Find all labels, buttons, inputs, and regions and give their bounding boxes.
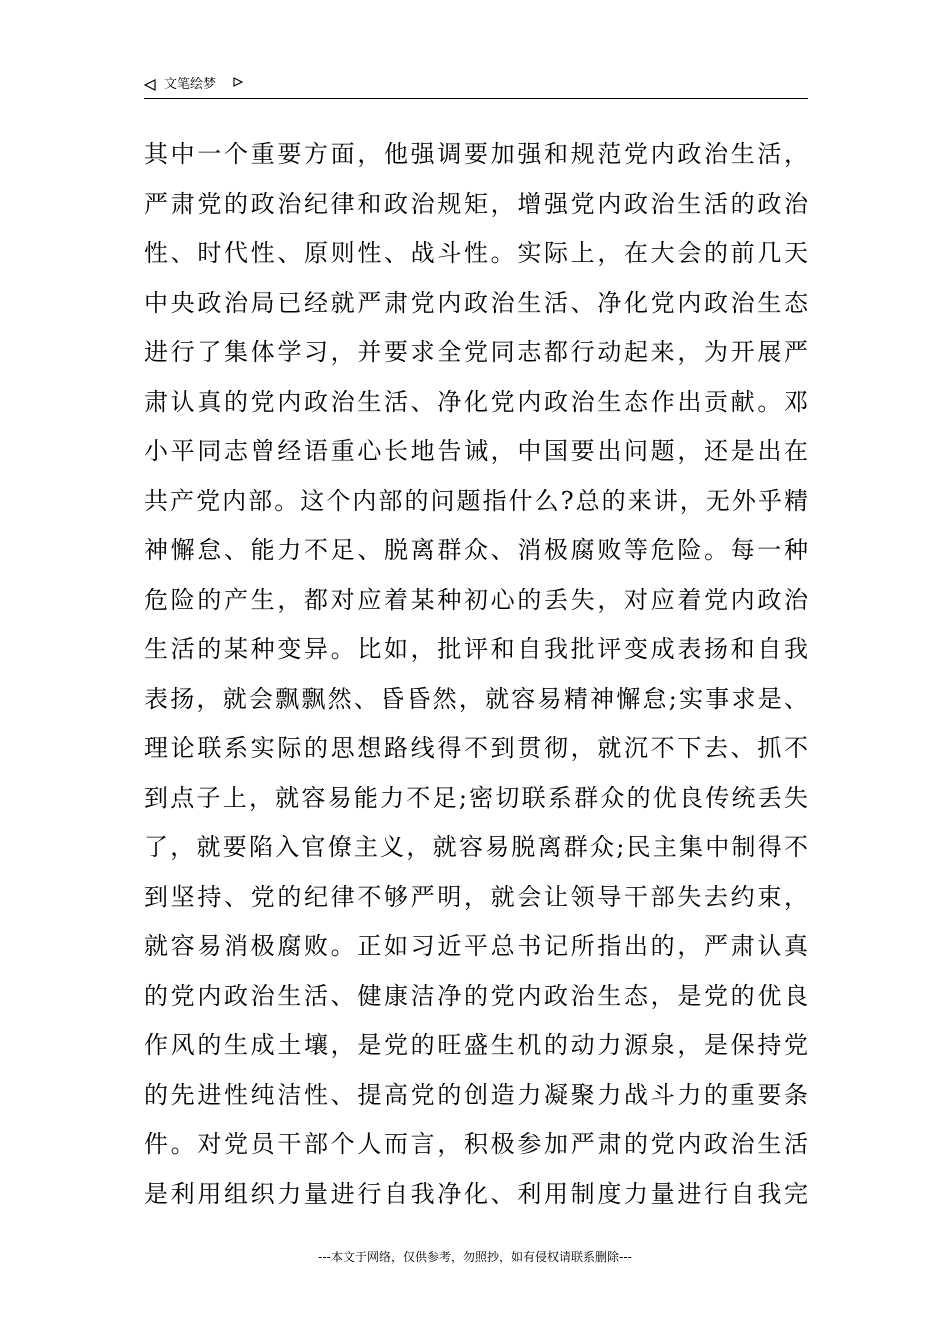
body-line: 作风的生成土壤，是党的旺盛生机的动力源泉，是保持党 bbox=[144, 1031, 808, 1059]
body-line: 生活的某种变异。比如，批评和自我批评变成表扬和自我 bbox=[144, 635, 808, 663]
footer-disclaimer: ---本文于网络，仅供参考，勿照抄，如有侵权请联系删除--- bbox=[318, 1250, 632, 1264]
body-line: 的先进性纯洁性、提高党的创造力凝聚力战斗力的重要条 bbox=[144, 1080, 808, 1109]
body-line: 其中一个重要方面，他强调要加强和规范党内政治生活， bbox=[144, 140, 808, 168]
body-line: 肃认真的党内政治生活、净化党内政治生态作出贡献。邓 bbox=[144, 387, 808, 416]
body-line: 是利用组织力量进行自我净化、利用制度力量进行自我完 bbox=[144, 1179, 808, 1208]
body-line: 理论联系实际的思想路线得不到贯彻，就沉不下去、抓不 bbox=[144, 734, 808, 762]
body-line: 中央政治局已经就严肃党内政治生活、净化党内政治生态 bbox=[144, 288, 808, 317]
document-body bbox=[144, 130, 808, 1219]
body-line: 小平同志曾经语重心长地告诫，中国要出问题，还是出在 bbox=[144, 437, 808, 465]
body-line: 的党内政治生活、健康洁净的党内政治生态，是党的优良 bbox=[144, 981, 808, 1010]
body-line: 到点子上，就容易能力不足;密切联系群众的优良传统丢失 bbox=[144, 783, 808, 812]
page-header bbox=[144, 72, 808, 99]
body-line: 表扬，就会飘飘然、昏昏然，就容易精神懈怠;实事求是、 bbox=[144, 684, 808, 713]
triangle-right-outline-icon bbox=[233, 77, 243, 87]
body-line: 了，就要陷入官僚主义，就容易脱离群众;民主集中制得不 bbox=[144, 833, 808, 861]
header-title: 文笔绘梦 bbox=[164, 77, 217, 92]
body-line: 到坚持、党的纪律不够严明，就会让领导干部失去约束， bbox=[144, 882, 808, 911]
body-line: 就容易消极腐败。正如习近平总书记所指出的，严肃认真 bbox=[144, 932, 808, 960]
body-line: 件。对党员干部个人而言，积极参加严肃的党内政治生活 bbox=[144, 1130, 808, 1158]
body-line: 性、时代性、原则性、战斗性。实际上，在大会的前几天 bbox=[144, 239, 808, 267]
body-line: 神懈怠、能力不足、脱离群众、消极腐败等危险。每一种 bbox=[144, 536, 808, 564]
body-line: 严肃党的政治纪律和政治规矩，增强党内政治生活的政治 bbox=[144, 189, 808, 218]
body-line: 危险的产生，都对应着某种初心的丢失，对应着党内政治 bbox=[144, 585, 808, 614]
body-line: 共产党内部。这个内部的问题指什么?总的来讲，无外乎精 bbox=[144, 486, 808, 515]
body-line: 进行了集体学习，并要求全党同志都行动起来，为开展严 bbox=[144, 338, 808, 366]
triangle-left-outline-icon bbox=[144, 79, 156, 91]
